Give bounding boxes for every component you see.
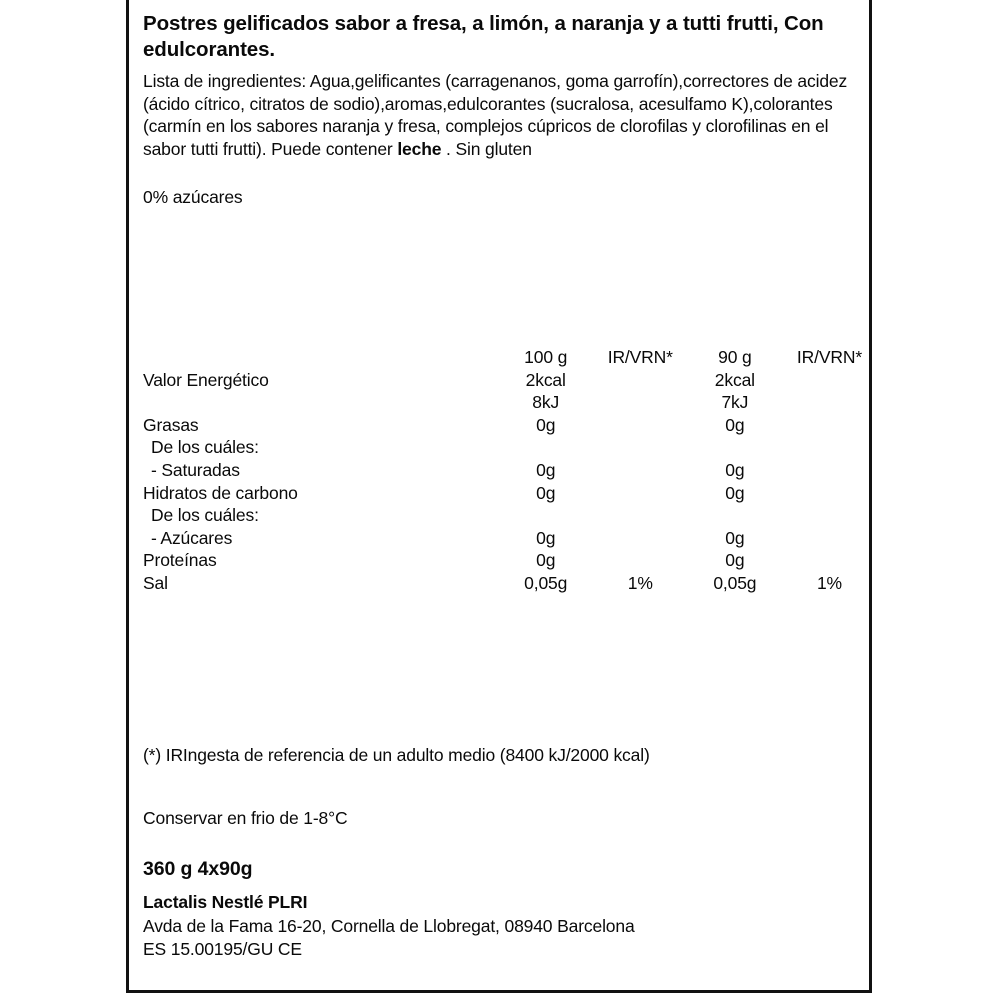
- manufacturer-block: [143, 891, 635, 962]
- nutrient-percent-100g: [597, 436, 684, 459]
- nutrition-label-frame: [126, 0, 872, 993]
- nutrient-percent-90g: [786, 414, 873, 437]
- nutrition-row: [143, 482, 873, 505]
- nutrient-value-100g: 0g: [536, 527, 556, 548]
- nutrient-value-90g: 0g: [725, 459, 745, 480]
- nutrient-percent-90g: [786, 549, 873, 572]
- nutrient-value-100g: 0g: [536, 459, 556, 480]
- nutrient-label: Hidratos de carbono: [143, 482, 298, 503]
- nutrient-percent-90g: [786, 527, 873, 550]
- nutrient-percent-90g: [786, 369, 873, 392]
- nutrient-label: Proteínas: [143, 550, 217, 571]
- nutrient-percent-100g: [597, 527, 684, 550]
- nutrient-value-100g: [495, 504, 597, 527]
- nutrient-value-90g: [684, 504, 786, 527]
- nutrition-table-wrapper: [143, 346, 873, 595]
- ingredients-list: [143, 70, 853, 160]
- nutrient-label: Valor Energético: [143, 369, 269, 390]
- label-content: [143, 11, 861, 990]
- nutrient-percent-90g: [786, 504, 873, 527]
- nutrition-row: [143, 459, 873, 482]
- nutrition-row: [143, 391, 873, 414]
- nutrient-percent-100g: [597, 504, 684, 527]
- nutrient-percent-90g: [786, 482, 873, 505]
- manufacturer-name: Lactalis Nestlé PLRI: [143, 892, 308, 912]
- reference-intake-footnote: (*) IRIngesta de referencia de un adulto medio (8400 kJ/2000 kcal): [143, 744, 650, 765]
- nutrition-header-row: [143, 346, 873, 369]
- nutrient-label: De los cuáles:: [151, 437, 259, 458]
- nutrient-value-90g: 0g: [725, 482, 745, 503]
- product-title: Postres gelificados sabor a fresa, a limón, a naranja y a tutti frutti, Con edulcorantes.: [143, 12, 824, 61]
- nutrition-row: [143, 504, 873, 527]
- net-weight: 360 g 4x90g: [143, 857, 253, 880]
- ingredients-text-suffix: . Sin gluten: [441, 138, 532, 159]
- nutrient-label: Grasas: [143, 414, 199, 435]
- nutrition-table: [143, 346, 873, 595]
- header-percent-90g: IR/VRN*: [796, 347, 862, 367]
- nutrient-value-90g: 0g: [725, 527, 745, 548]
- header-amount-100g: 100 g: [524, 347, 568, 367]
- nutrient-value-90g: 0g: [725, 550, 745, 571]
- nutrient-value-100g: 0g: [536, 414, 556, 435]
- nutrition-row: [143, 527, 873, 550]
- nutrition-row: [143, 436, 873, 459]
- nutrient-label: [143, 391, 495, 414]
- nutrient-value-100g: 8kJ: [532, 392, 560, 413]
- nutrient-value-90g: 7kJ: [721, 392, 749, 413]
- header-amount-90g: 90 g: [718, 347, 752, 367]
- nutrient-label: - Azúcares: [151, 527, 233, 548]
- storage-instructions: Conservar en frio de 1-8°C: [143, 807, 348, 828]
- nutrient-percent-90g: [786, 391, 873, 414]
- nutrient-value-100g: [495, 436, 597, 459]
- nutrition-row: [143, 369, 873, 392]
- nutrient-percent-100g: [597, 482, 684, 505]
- nutrient-value-100g: 0,05g: [524, 572, 568, 593]
- nutrient-percent-100g: [597, 391, 684, 414]
- nutrient-value-100g: 2kcal: [525, 369, 566, 390]
- nutrient-value-90g: 2kcal: [714, 369, 755, 390]
- sugar-claim: 0% azúcares: [143, 187, 243, 207]
- nutrient-value-90g: [684, 436, 786, 459]
- nutrition-row: [143, 572, 873, 595]
- nutrient-percent-100g: [597, 369, 684, 392]
- manufacturer-address: Avda de la Fama 16-20, Cornella de Llobregat, 08940 Barcelona: [143, 915, 635, 936]
- header-percent-100g: IR/VRN*: [607, 347, 673, 367]
- nutrient-value-100g: 0g: [536, 550, 556, 571]
- nutrient-value-90g: 0,05g: [713, 572, 757, 593]
- nutrient-label: - Saturadas: [151, 459, 240, 480]
- nutrient-percent-100g: [597, 414, 684, 437]
- nutrient-percent-90g: 1%: [816, 572, 842, 593]
- ingredients-text-prefix: Lista de ingredientes: Agua,gelificantes (carragenanos, goma garrofín),correctores de acidez (ácido cítrico, citratos de sodio),aromas,edulcorantes (sucralosa, acesulfamo K),colorantes (carmín en los sabores naranja y fresa, complejos cúpricos de clorofilas y clorofilinas en el sabor tutti frutti). Puede contener: [143, 71, 848, 159]
- nutrition-table-head: [143, 346, 873, 369]
- nutrition-table-body: [143, 369, 873, 595]
- nutrient-label: De los cuáles:: [151, 505, 259, 526]
- nutrition-row: [143, 549, 873, 572]
- nutrient-value-100g: 0g: [536, 482, 556, 503]
- header-nutrient: [143, 346, 495, 369]
- nutrient-percent-100g: 1%: [627, 572, 653, 593]
- nutrient-percent-100g: [597, 459, 684, 482]
- nutrient-value-90g: 0g: [725, 414, 745, 435]
- nutrient-label: Sal: [143, 572, 168, 593]
- manufacturer-health-code: ES 15.00195/GU CE: [143, 939, 302, 959]
- nutrient-percent-100g: [597, 549, 684, 572]
- nutrient-percent-90g: [786, 436, 873, 459]
- nutrition-row: [143, 414, 873, 437]
- nutrient-percent-90g: [786, 459, 873, 482]
- allergen-leche: leche: [397, 138, 442, 159]
